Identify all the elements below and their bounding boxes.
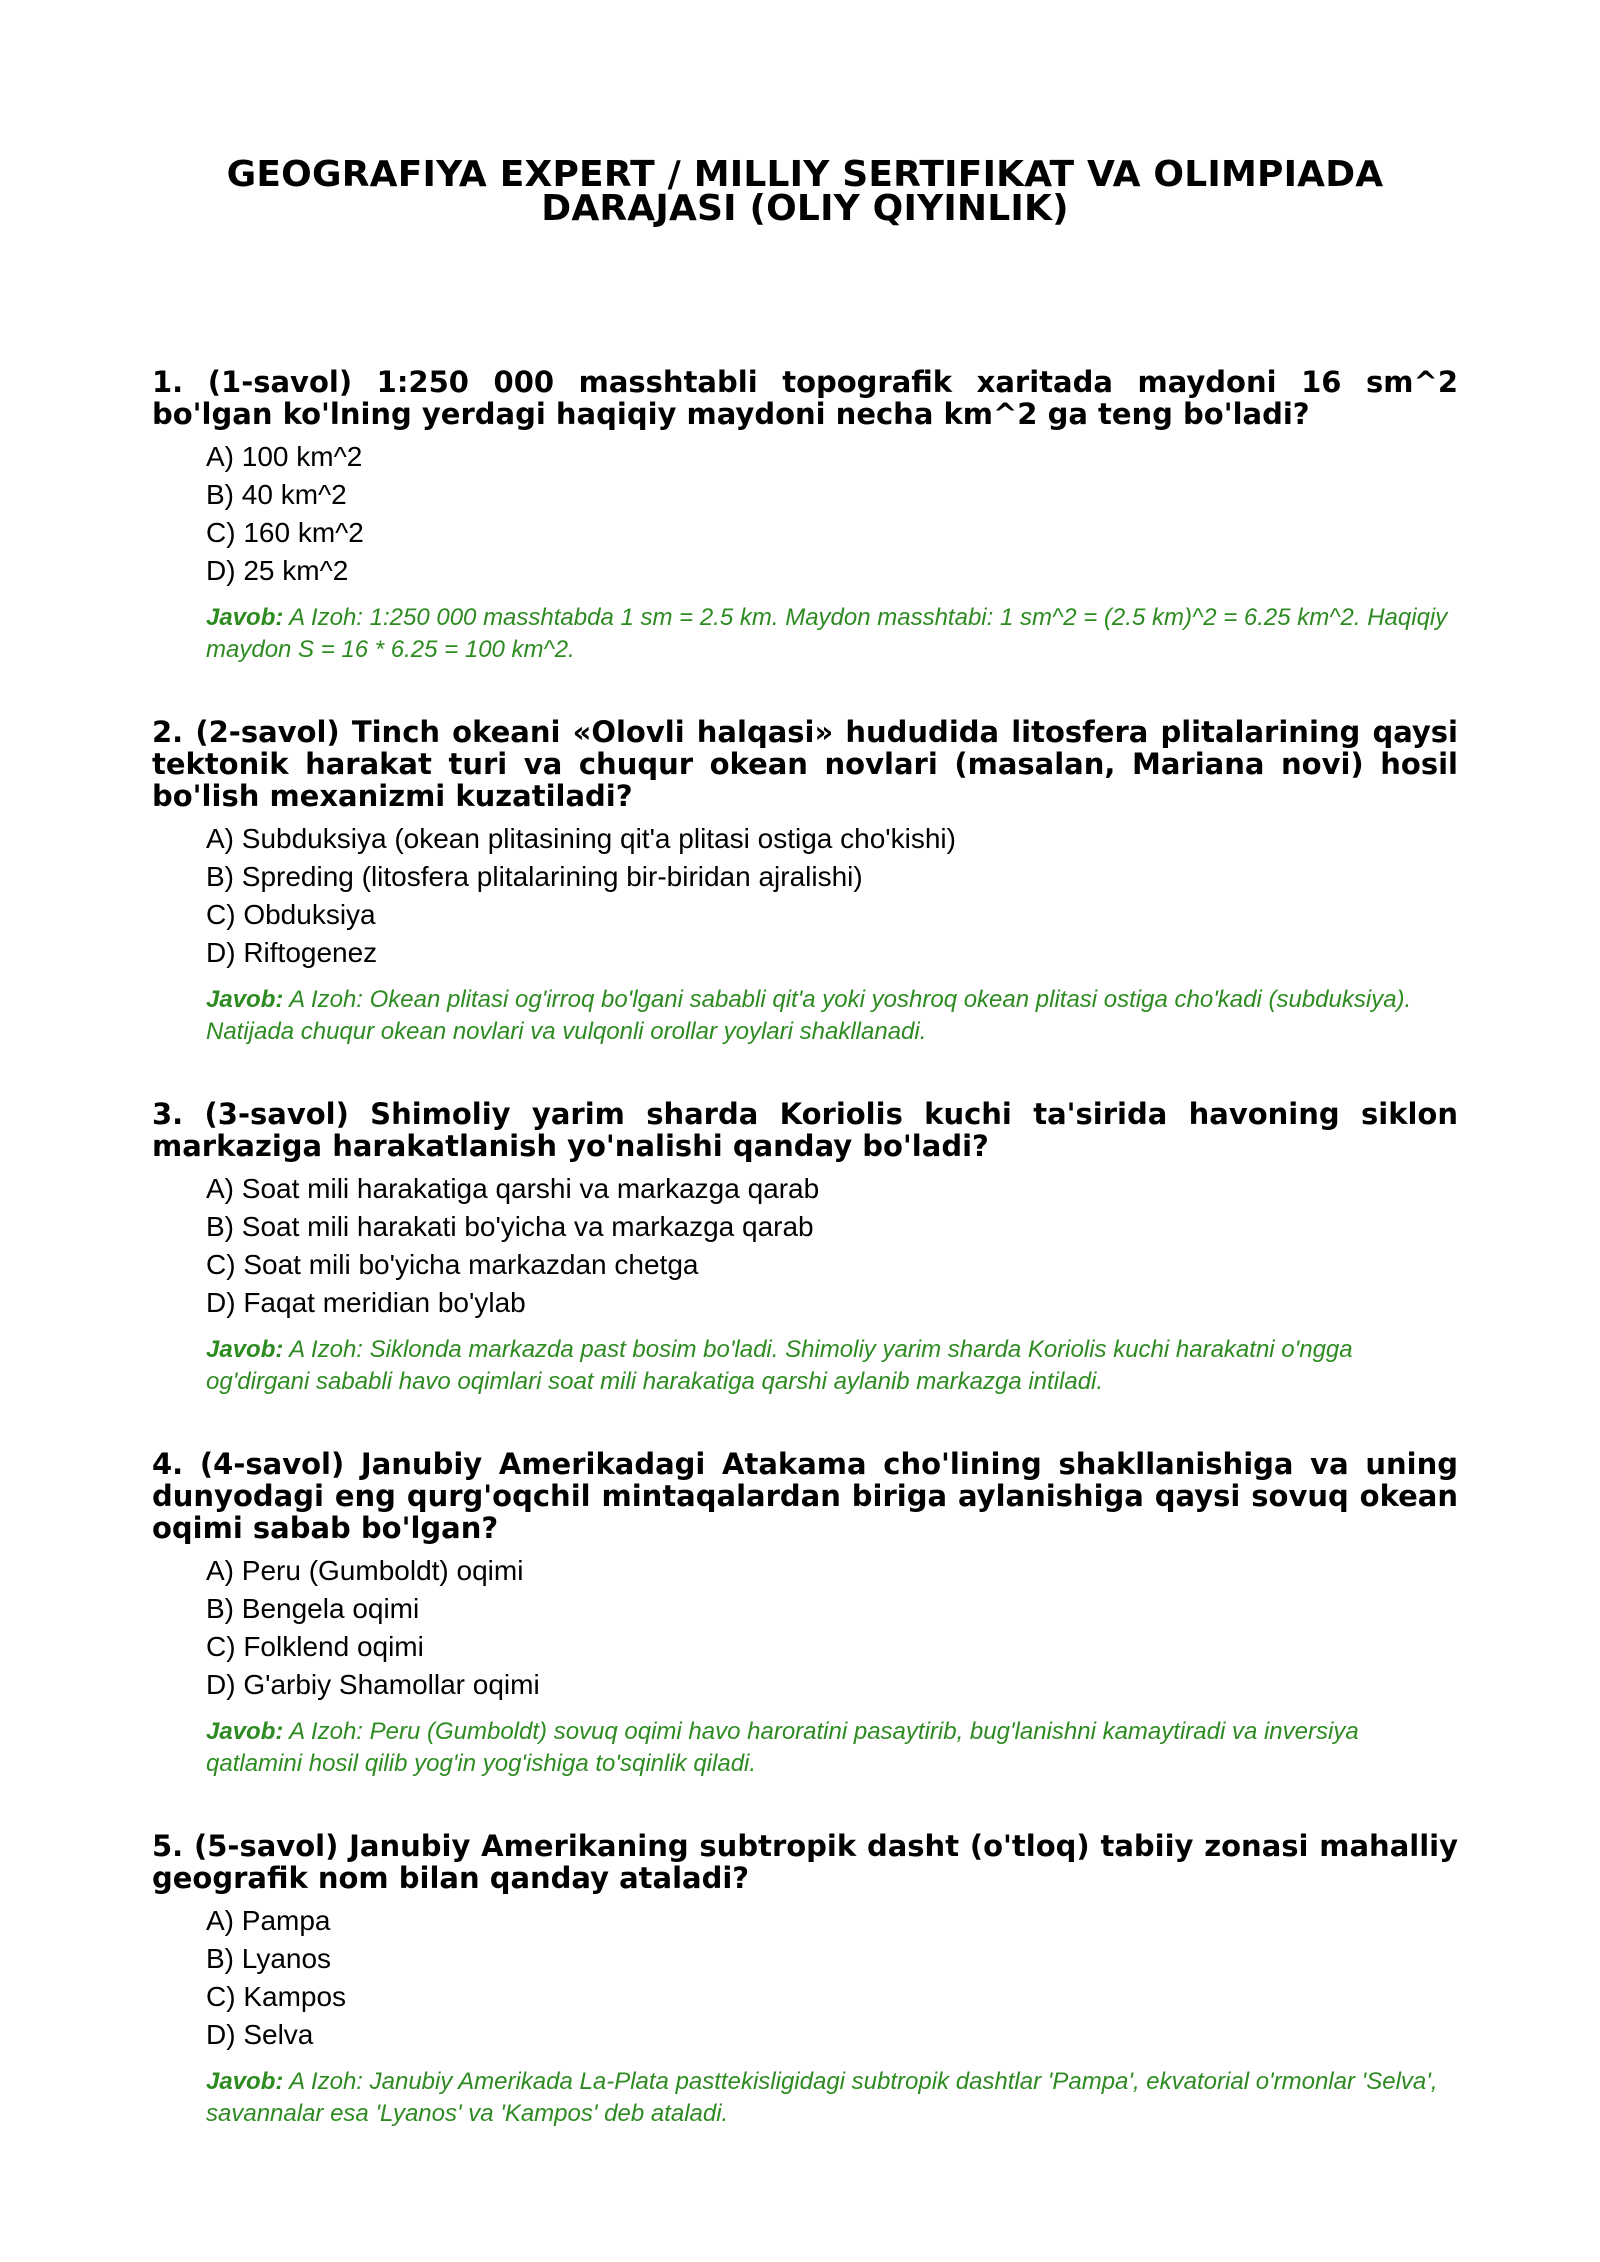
option-c: C) Kampos [206,1981,347,2012]
option-d: D) Faqat meridian bo'ylab [206,1287,526,1318]
option-a: A) 100 km^2 [206,441,363,472]
answer-label: Javob: [206,604,284,631]
question-2 [152,716,1458,1048]
answer-explanation [152,602,1458,666]
option-c: C) 160 km^2 [206,517,364,548]
question-text: 2. (2-savol) Tinch okeani «Olovli halqasi» hududida litosfera plitalarining qaysi tektonik harakat turi va chuqur okean novlari (masalan, Mariana novi) hosil bo'lish mexanizmi kuzatiladi? [152,715,1458,813]
option-b: B) Spreding (litosfera plitalarining bir-biridan ajralishi) [206,861,863,892]
answer-explanation [152,2066,1458,2130]
option-d: D) G'arbiy Shamollar oqimi [206,1669,540,1700]
answer-explanation [152,984,1458,1048]
question-4 [152,1448,1458,1780]
option-d: D) Riftogenez [206,937,378,968]
option-c: C) Soat mili bo'yicha markazdan chetga [206,1249,699,1280]
answer-text: A Izoh: Janubiy Amerikada La-Plata pasttekisligidagi subtropik dashtlar 'Pampa', ekvatorial o'rmonlar 'Selva', savannalar esa 'Lyanos' va 'Kampos' deb ataladi. [206,2068,1438,2127]
document-page [152,154,1458,2180]
answer-explanation [152,1334,1458,1398]
answer-label: Javob: [206,986,284,1013]
option-b: B) 40 km^2 [206,479,347,510]
option-c: C) Obduksiya [206,899,376,930]
option-a: A) Subduksiya (okean plitasining qit'a plitasi ostiga cho'kishi) [206,823,956,854]
question-3 [152,1098,1458,1398]
question-text: 5. (5-savol) Janubiy Amerikaning subtropik dasht (o'tloq) tabiiy zonasi mahalliy geografik nom bilan qanday ataladi? [152,1829,1458,1895]
option-b: B) Lyanos [206,1943,332,1974]
option-a: A) Pampa [206,1905,331,1936]
option-a: A) Soat mili harakatiga qarshi va markazga qarab [206,1173,820,1204]
option-b: B) Soat mili harakati bo'yicha va markazga qarab [206,1211,814,1242]
answer-text: A Izoh: Peru (Gumboldt) sovuq oqimi havo haroratini pasaytirib, bug'lanishni kamaytiradi va inversiya qatlamini hosil qilib yog'in yog'ishiga to'sqinlik qiladi. [206,1718,1359,1777]
answer-label: Javob: [206,1336,284,1363]
answer-options [152,1902,1458,2054]
question-text: 4. (4-savol) Janubiy Amerikadagi Atakama cho'lining shakllanishiga va uning dunyodagi eng qurg'oqchil mintaqalardan biriga aylanishiga qaysi sovuq okean oqimi sabab bo'lgan? [152,1447,1458,1545]
answer-text: A Izoh: 1:250 000 masshtabda 1 sm = 2.5 km. Maydon masshtabi: 1 sm^2 = (2.5 km)^2 = 6.25 km^2. Haqiqiy maydon S = 16 * 6.25 = 100 km^2. [206,604,1448,663]
option-c: C) Folklend oqimi [206,1631,424,1662]
document-title: GEOGRAFIYA EXPERT / MILLIY SERTIFIKAT VA OLIMPIADA DARAJASI (OLIY QIYINLIK) [226,154,1384,229]
option-a: A) Peru (Gumboldt) oqimi [206,1555,524,1586]
answer-options [152,1552,1458,1704]
answer-options [152,438,1458,590]
answer-label: Javob: [206,2068,284,2095]
option-b: B) Bengela oqimi [206,1593,420,1624]
question-text: 1. (1-savol) 1:250 000 masshtabli topografik xaritada maydoni 16 sm^2 bo'lgan ko'lning yerdagi haqiqiy maydoni necha km^2 ga teng bo'ladi? [152,365,1458,431]
answer-options [152,820,1458,972]
question-text: 3. (3-savol) Shimoliy yarim sharda Koriolis kuchi ta'sirida havoning siklon markaziga harakatlanish yo'nalishi qanday bo'ladi? [152,1097,1458,1163]
answer-label: Javob: [206,1718,284,1745]
question-1 [152,366,1458,666]
option-d: D) 25 km^2 [206,555,349,586]
answer-text: A Izoh: Okean plitasi og'irroq bo'lgani sababli qit'a yoki yoshroq okean plitasi ostiga cho'kadi (subduksiya). Natijada chuqur okean novlari va vulqonli orollar yoylari shakllanadi. [206,986,1412,1045]
option-d: D) Selva [206,2019,314,2050]
question-5 [152,1830,1458,2130]
answer-text: A Izoh: Siklonda markazda past bosim bo'ladi. Shimoliy yarim sharda Koriolis kuchi harakatni o'ngga og'dirgani sababli havo oqimlari soat mili harakatiga qarshi aylanib markazga intiladi. [206,1336,1353,1395]
answer-options [152,1170,1458,1322]
answer-explanation [152,1716,1458,1780]
